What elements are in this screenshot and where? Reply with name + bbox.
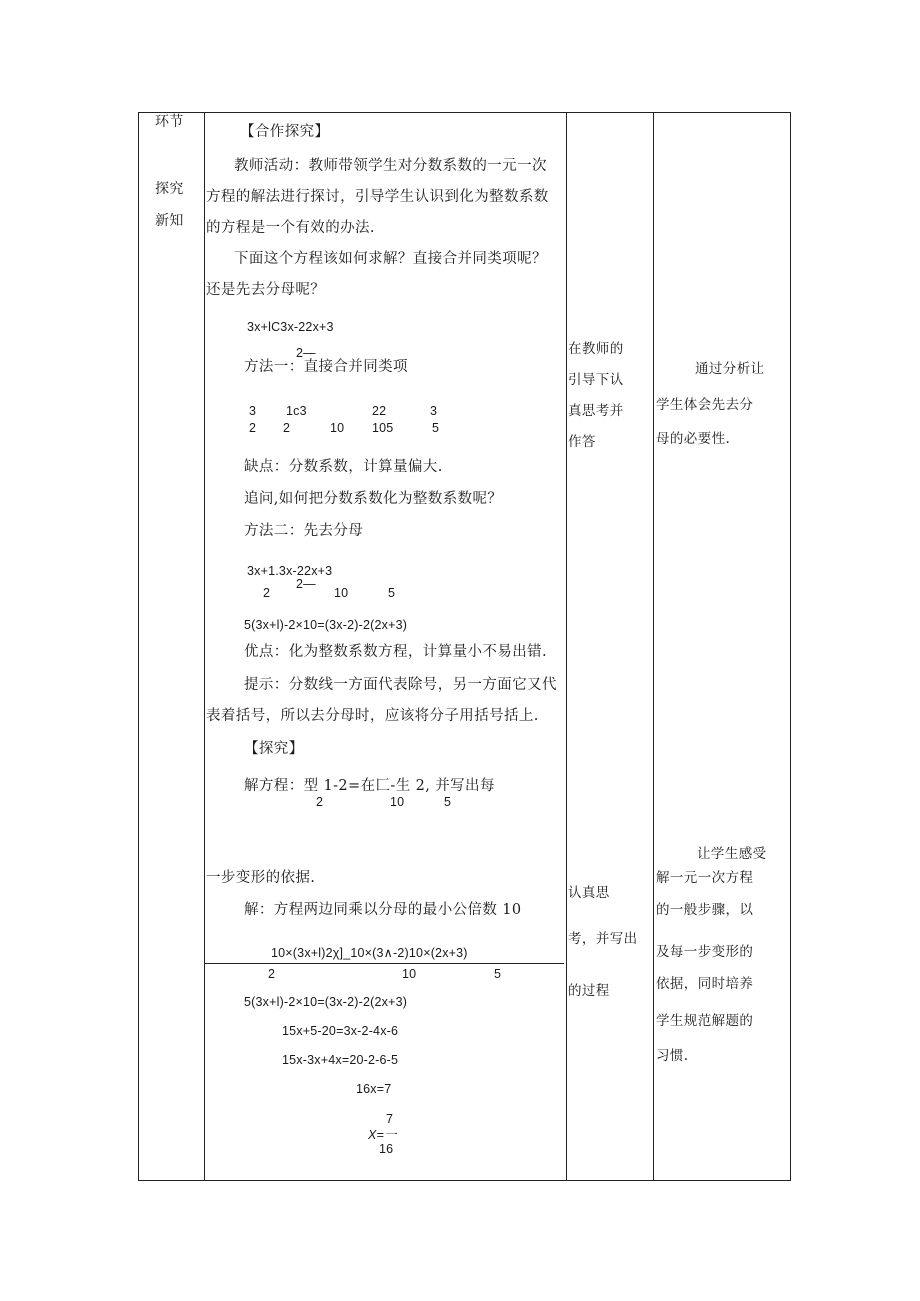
design-intent-b-3: 的一般步骤，以	[656, 902, 754, 918]
table-col-divider-3	[653, 112, 654, 1181]
m1-row2-a: 2	[249, 421, 257, 435]
student-activity-a-2: 引导下认	[568, 372, 624, 388]
stage-label-1: 探究	[155, 181, 184, 197]
equation-3: 5(3x+l)-2×10=(3x-2)-2(2x+3)	[244, 618, 408, 632]
m1-row2-d: 105	[372, 421, 394, 435]
hint-line-2: 表着括号，所以去分母时，应该将分子用括号括上.	[206, 708, 539, 724]
table-right-border	[790, 112, 791, 1181]
solution-eq-5: 16x=7	[356, 1082, 392, 1096]
m1-row2-e: 5	[432, 421, 440, 435]
advantage-note: 优点：化为整数系数方程，计算量小不易出错.	[244, 644, 548, 660]
m1-row1-d: 3	[430, 404, 438, 418]
defect-note: 缺点：分数系数，计算量偏大.	[244, 459, 443, 475]
design-intent-a-3: 母的必要性.	[656, 431, 731, 447]
question-line-1: 下面这个方程该如何求解？直接合并同类项呢？	[234, 251, 547, 267]
design-intent-b-5: 依据，同时培养	[656, 976, 754, 992]
solution-den-a: 2	[268, 967, 276, 981]
solution-eq-3: 15x+5-20=3x-2-4x-6	[282, 1024, 399, 1038]
m1-row1-a: 3	[249, 404, 257, 418]
method-1-label: 方法一：直接合并同类项	[244, 359, 408, 375]
student-activity-a-1: 在教师的	[568, 341, 624, 357]
solution-intro: 解：方程两边同乘以分母的最小公倍数 10	[244, 902, 522, 918]
cooperative-heading: 【合作探究】	[240, 124, 330, 140]
m1-row2-b: 2	[283, 421, 291, 435]
section-label: 环节	[155, 114, 184, 130]
table-bottom-border	[138, 1180, 791, 1181]
equation-2-den-a: 2	[263, 586, 271, 600]
explore-heading: 【探究】	[244, 741, 304, 757]
solution-den-b: 10	[402, 967, 417, 981]
solution-denominator: 16	[379, 1142, 394, 1156]
design-intent-b-6: 学生规范解题的	[656, 1013, 754, 1029]
solution-x: X=一	[368, 1128, 397, 1142]
design-intent-b-1: 让学生感受	[697, 846, 767, 862]
solve-den-a: 2	[316, 795, 324, 809]
solution-den-c: 5	[494, 967, 502, 981]
teacher-activity-line-1: 教师活动：教师带领学生对分数系数的一元一次	[234, 158, 547, 174]
table-left-border	[138, 112, 139, 1181]
solve-den-c: 5	[444, 795, 452, 809]
design-intent-b-7: 习惯.	[656, 1048, 689, 1064]
stage-label-2: 新知	[155, 213, 184, 229]
design-intent-a-2: 学生体会先去分	[656, 397, 754, 413]
solve-prompt: 解方程：型 1-2=在匚-生 2, 并写出每	[244, 778, 495, 794]
student-activity-a-4: 作答	[568, 434, 596, 450]
equation-2: 3x+1.3x-22x+3	[247, 564, 333, 578]
equation-2-den-b: 10	[334, 586, 349, 600]
m1-row2-c: 10	[330, 421, 345, 435]
design-intent-a-1: 通过分析让	[695, 361, 765, 377]
hint-line-1: 提示：分数线一方面代表除号，另一方面它又代	[244, 677, 557, 693]
table-top-border	[138, 112, 791, 113]
teacher-activity-line-3: 的方程是一个有效的办法.	[206, 220, 375, 236]
followup-question: 追问,如何把分数系数化为整数系数呢？	[244, 491, 503, 507]
question-line-2: 还是先去分母呢？	[206, 282, 326, 298]
table-col-divider-1	[204, 112, 205, 1181]
solve-prompt-cont: 一步变形的依据.	[206, 870, 316, 886]
solve-den-b: 10	[390, 795, 405, 809]
m1-row1-b: 1c3	[286, 404, 307, 418]
student-activity-b-3: 的过程	[568, 983, 610, 999]
table-col-divider-2	[566, 112, 567, 1181]
solution-eq-1: 10×(3x+l)2χ]_10×(3∧-2)10×(2x+3)	[271, 946, 468, 960]
m1-row1-c: 22	[372, 404, 387, 418]
teacher-activity-line-2: 方程的解法进行探讨，引导学生认识到化为整数系数	[206, 189, 549, 205]
method-2-label: 方法二：先去分母	[244, 523, 364, 539]
solution-eq-4: 15x-3x+4x=20-2-6-5	[282, 1053, 399, 1067]
equation-2-sub: 2—	[296, 577, 316, 591]
solution-eq-2: 5(3x+l)-2×10=(3x-2)-2(2x+3)	[244, 995, 408, 1009]
solution-numerator: 7	[386, 1112, 394, 1126]
inner-rule	[204, 963, 564, 964]
equation-2-den-c: 5	[388, 586, 396, 600]
student-activity-b-2: 考，并写出	[568, 931, 638, 947]
design-intent-b-2: 解一元一次方程	[656, 870, 754, 886]
design-intent-b-4: 及每一步变形的	[656, 944, 754, 960]
equation-1-sub: 2—	[296, 346, 316, 360]
student-activity-a-3: 真思考并	[568, 403, 624, 419]
equation-1: 3x+lC3x-22x+3	[247, 320, 334, 334]
student-activity-b-1: 认真思	[568, 885, 610, 901]
